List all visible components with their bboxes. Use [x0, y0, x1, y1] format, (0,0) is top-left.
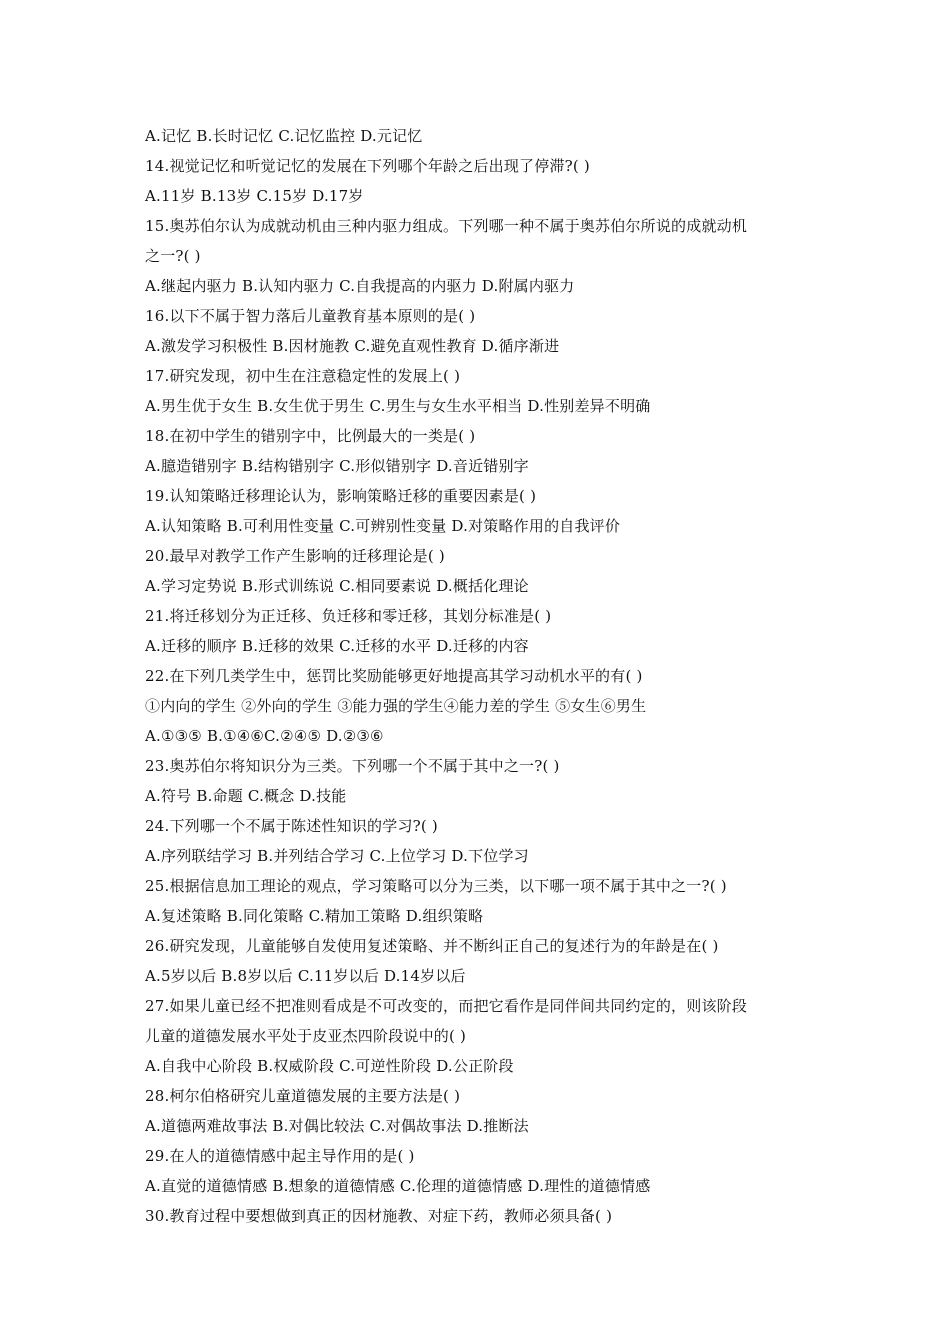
options-20: A.学习定势说 B.形式训练说 C.相同要素说 D.概括化理论: [145, 577, 529, 595]
document-body: [145, 121, 825, 1231]
options-28: A.道德两难故事法 B.对偶比较法 C.对偶故事法 D.推断法: [145, 1117, 529, 1135]
question-21: 21.将迁移划分为正迁移、负迁移和零迁移，其划分标准是( ): [145, 607, 552, 625]
question-25: 25.根据信息加工理论的观点，学习策略可以分为三类，以下哪一项不属于其中之一?( ): [145, 877, 727, 895]
options-23: A.符号 B.命题 C.概念 D.技能: [145, 787, 347, 805]
options-21: A.迁移的顺序 B.迁移的效果 C.迁移的水平 D.迁移的内容: [145, 637, 529, 655]
options-25: A.复述策略 B.同化策略 C.精加工策略 D.组织策略: [145, 907, 484, 925]
options-17: A.男生优于女生 B.女生优于男生 C.男生与女生水平相当 D.性别差异不明确: [145, 397, 651, 415]
question-16: 16.以下不属于智力落后儿童教育基本原则的是( ): [145, 307, 476, 325]
options-29: A.直觉的道德情感 B.想象的道德情感 C.伦理的道德情感 D.理性的道德情感: [145, 1177, 651, 1195]
question-14: 14.视觉记忆和听觉记忆的发展在下列哪个年龄之后出现了停滞?( ): [145, 157, 590, 175]
question-26: 26.研究发现，儿童能够自发使用复述策略、并不断纠正自己的复述行为的年龄是在( ): [145, 937, 719, 955]
question-20: 20.最早对教学工作产生影响的迁移理论是( ): [145, 547, 445, 565]
text-line: A.记忆 B.长时记忆 C.记忆监控 D.元记忆: [145, 127, 423, 145]
question-24: 24.下列哪一个不属于陈述性知识的学习?( ): [145, 817, 438, 835]
options-14: A.11岁 B.13岁 C.15岁 D.17岁: [145, 187, 364, 205]
question-27-continued: 儿童的道德发展水平处于皮亚杰四阶段说中的( ): [145, 1027, 467, 1045]
options-19: A.认知策略 B.可利用性变量 C.可辨别性变量 D.对策略作用的自我评价: [145, 517, 621, 535]
options-26: A.5岁以后 B.8岁以后 C.11岁以后 D.14岁以后: [145, 967, 466, 985]
question-19: 19.认知策略迁移理论认为，影响策略迁移的重要因素是( ): [145, 487, 537, 505]
question-22-items: ①内向的学生 ②外向的学生 ③能力强的学生④能力差的学生 ⑤女生⑥男生: [145, 697, 647, 715]
question-18: 18.在初中学生的错别字中，比例最大的一类是( ): [145, 427, 476, 445]
options-22: A.①③⑤ B.①④⑥C.②④⑤ D.②③⑥: [145, 727, 384, 745]
options-27: A.自我中心阶段 B.权威阶段 C.可逆性阶段 D.公正阶段: [145, 1057, 514, 1075]
options-15: A.继起内驱力 B.认知内驱力 C.自我提高的内驱力 D.附属内驱力: [145, 277, 575, 295]
options-16: A.激发学习积极性 B.因材施教 C.避免直观性教育 D.循序渐进: [145, 337, 560, 355]
options-24: A.序列联结学习 B.并列结合学习 C.上位学习 D.下位学习: [145, 847, 529, 865]
question-29: 29.在人的道德情感中起主导作用的是( ): [145, 1147, 415, 1165]
question-15: 15.奥苏伯尔认为成就动机由三种内驱力组成。下列哪一种不属于奥苏伯尔所说的成就动机: [145, 217, 748, 235]
question-17: 17.研究发现，初中生在注意稳定性的发展上( ): [145, 367, 461, 385]
question-15-continued: 之一?( ): [145, 247, 201, 265]
question-30: 30.教育过程中要想做到真正的因材施教、对症下药，教师必须具备( ): [145, 1207, 613, 1225]
question-28: 28.柯尔伯格研究儿童道德发展的主要方法是( ): [145, 1087, 461, 1105]
question-22: 22.在下列几类学生中，惩罚比奖励能够更好地提高其学习动机水平的有( ): [145, 667, 643, 685]
question-23: 23.奥苏伯尔将知识分为三类。下列哪一个不属于其中之一?( ): [145, 757, 560, 775]
options-18: A.臆造错别字 B.结构错别字 C.形似错别字 D.音近错别字: [145, 457, 529, 475]
question-27: 27.如果儿童已经不把准则看成是不可改变的，而把它看作是同伴间共同约定的，则该阶段: [145, 997, 748, 1015]
